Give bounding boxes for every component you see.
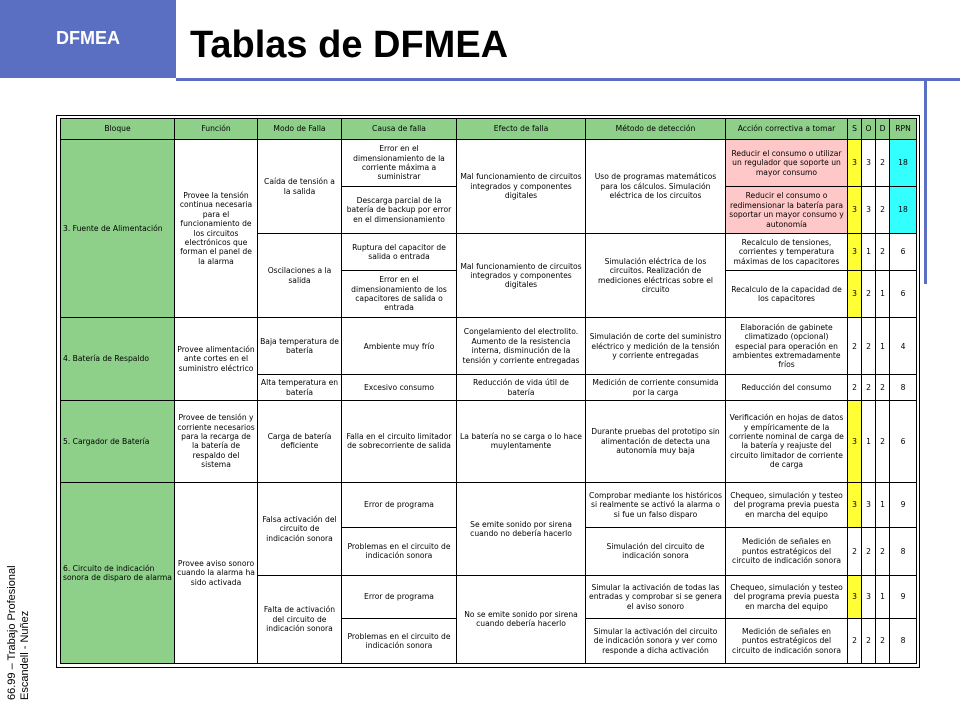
rpn-cell: 8 <box>890 375 917 401</box>
function-cell: Provee de tensión y corriente necesarios para la recarga de la batería de respaldo del sistema <box>175 400 258 482</box>
severity-cell: 2 <box>848 527 862 575</box>
header-cell: Bloque <box>61 119 175 140</box>
block-cell: 3. Fuente de Alimentación <box>61 140 175 318</box>
cause-cell: Descarga parcial de la batería de backup por error en el dimensionamiento <box>342 187 457 234</box>
action-cell: Reducir el consumo o redimensionar la batería para soportar un mayor consumo y autonomía <box>726 187 848 234</box>
occurrence-cell: 2 <box>862 618 876 663</box>
rpn-cell: 18 <box>890 187 917 234</box>
dfmea-table <box>60 118 917 664</box>
detection-rating-cell: 2 <box>876 187 890 234</box>
function-cell: Provee aviso sonoro cuando la alarma ha sido activada <box>175 482 258 663</box>
effect-cell: Congelamiento del electrolito. Aumento de la resistencia interna, disminución de la tensión y corriente entregadas <box>457 318 586 375</box>
detection-rating-cell: 2 <box>876 527 890 575</box>
detection-cell: Uso de programas matemáticos para los cálculos. Simulación eléctrica de los circuitos <box>586 140 726 234</box>
header-cell: Acción correctiva a tomar <box>726 119 848 140</box>
footer-line-2: Escandell - Nuñez <box>19 610 31 700</box>
function-cell: Provee la tensión continua necesaria para el funcionamiento de los circuitos electrónicos que forman el panel de la alarma <box>175 140 258 318</box>
action-cell: Reducir el consumo o utilizar un regulador que soporte un mayor consumo <box>726 140 848 187</box>
detection-cell: Simular la activación del circuito de indicación sonora y ver como responde a dicha activación <box>586 618 726 663</box>
severity-cell: 3 <box>848 140 862 187</box>
cause-cell: Error de programa <box>342 575 457 618</box>
action-cell: Medición de señales en puntos estratégicos del circuito de indicación sonora <box>726 618 848 663</box>
detection-rating-cell: 1 <box>876 271 890 318</box>
rpn-cell: 8 <box>890 527 917 575</box>
action-cell: Recalculo de la capacidad de los capacitores <box>726 271 848 318</box>
occurrence-cell: 3 <box>862 482 876 527</box>
title-underline <box>176 78 960 81</box>
occurrence-cell: 1 <box>862 400 876 482</box>
severity-cell: 3 <box>848 234 862 271</box>
detection-cell: Simular la activación de todas las entradas y comprobar si se genera el aviso sonoro <box>586 575 726 618</box>
cause-cell: Error de programa <box>342 482 457 527</box>
failure-mode-cell: Oscilaciones a la salida <box>258 234 342 318</box>
severity-cell: 2 <box>848 375 862 401</box>
severity-cell: 3 <box>848 482 862 527</box>
header-cell: S <box>848 119 862 140</box>
effect-cell: Se emite sonido por sirena cuando no debería hacerlo <box>457 482 586 575</box>
occurrence-cell: 2 <box>862 318 876 375</box>
detection-rating-cell: 2 <box>876 234 890 271</box>
right-accent-line <box>924 78 927 284</box>
detection-rating-cell: 1 <box>876 482 890 527</box>
cause-cell: Problemas en el circuito de indicación sonora <box>342 527 457 575</box>
cause-cell: Falla en el circuito limitador de sobrecorriente de salida <box>342 400 457 482</box>
detection-rating-cell: 2 <box>876 375 890 401</box>
severity-cell: 3 <box>848 271 862 318</box>
action-cell: Verificación en hojas de datos y empíricamente de la corriente nominal de carga de la batería y reajuste del circuito limitador de corriente de carga <box>726 400 848 482</box>
cause-cell: Ambiente muy frío <box>342 318 457 375</box>
action-cell: Reducción del consumo <box>726 375 848 401</box>
rpn-cell: 6 <box>890 234 917 271</box>
detection-cell: Comprobar mediante los históricos si realmente se activó la alarma o si fue un falso disparo <box>586 482 726 527</box>
failure-mode-cell: Carga de batería deficiente <box>258 400 342 482</box>
table-row <box>61 318 917 375</box>
section-tab <box>0 0 176 78</box>
occurrence-cell: 3 <box>862 187 876 234</box>
header-cell: D <box>876 119 890 140</box>
effect-cell: Reducción de vida útil de batería <box>457 375 586 401</box>
detection-cell: Simulación eléctrica de los circuitos. Realización de mediciones eléctricas sobre el circuito <box>586 234 726 318</box>
effect-cell: No se emite sonido por sirena cuando debería hacerlo <box>457 575 586 663</box>
table-row <box>61 400 917 482</box>
detection-rating-cell: 1 <box>876 318 890 375</box>
failure-mode-cell: Alta temperatura en batería <box>258 375 342 401</box>
rpn-cell: 9 <box>890 482 917 527</box>
effect-cell: Mal funcionamiento de circuitos integrados y componentes digitales <box>457 234 586 318</box>
occurrence-cell: 3 <box>862 575 876 618</box>
severity-cell: 3 <box>848 187 862 234</box>
table-row <box>61 482 917 527</box>
header-cell: O <box>862 119 876 140</box>
header-cell: Modo de Falla <box>258 119 342 140</box>
severity-cell: 2 <box>848 318 862 375</box>
rpn-cell: 6 <box>890 271 917 318</box>
block-cell: 5. Cargador de Batería <box>61 400 175 482</box>
header-cell: Método de detección <box>586 119 726 140</box>
effect-cell: La batería no se carga o lo hace muylentamente <box>457 400 586 482</box>
severity-cell: 3 <box>848 400 862 482</box>
cause-cell: Problemas en el circuito de indicación sonora <box>342 618 457 663</box>
occurrence-cell: 3 <box>862 140 876 187</box>
detection-rating-cell: 2 <box>876 618 890 663</box>
header-cell: Efecto de falla <box>457 119 586 140</box>
footer-vertical-text <box>6 565 32 700</box>
cause-cell: Ruptura del capacitor de salida o entrada <box>342 234 457 271</box>
rpn-cell: 18 <box>890 140 917 187</box>
cause-cell: Excesivo consumo <box>342 375 457 401</box>
rpn-cell: 6 <box>890 400 917 482</box>
occurrence-cell: 1 <box>862 234 876 271</box>
action-cell: Chequeo, simulación y testeo del programa previa puesta en marcha del equipo <box>726 482 848 527</box>
header-cell: Función <box>175 119 258 140</box>
block-cell: 4. Batería de Respaldo <box>61 318 175 401</box>
rpn-cell: 8 <box>890 618 917 663</box>
footer-line-1: 66.99 – Trabajo Profesional <box>6 565 18 700</box>
effect-cell: Mal funcionamiento de circuitos integrados y componentes digitales <box>457 140 586 234</box>
cause-cell: Error en el dimensionamiento de los capacitores de salida o entrada <box>342 271 457 318</box>
failure-mode-cell: Falsa activación del circuito de indicación sonora <box>258 482 342 575</box>
rpn-cell: 9 <box>890 575 917 618</box>
detection-rating-cell: 2 <box>876 400 890 482</box>
header-row <box>61 119 917 140</box>
failure-mode-cell: Baja temperatura de batería <box>258 318 342 375</box>
detection-cell: Simulación de corte del suministro eléctrico y medición de la tensión y corriente entregadas <box>586 318 726 375</box>
page-title: Tablas de DFMEA <box>190 24 509 66</box>
detection-cell: Simulación del circuito de indicación sonora <box>586 527 726 575</box>
block-cell: 6. Circuito de indicación sonora de disparo de alarma <box>61 482 175 663</box>
table-row <box>61 140 917 187</box>
failure-mode-cell: Falta de activación del circuito de indicación sonora <box>258 575 342 663</box>
occurrence-cell: 2 <box>862 527 876 575</box>
function-cell: Provee alimentación ante cortes en el suministro eléctrico <box>175 318 258 401</box>
severity-cell: 2 <box>848 618 862 663</box>
header-cell: RPN <box>890 119 917 140</box>
action-cell: Recalculo de tensiones, corrientes y temperatura máximas de los capacitores <box>726 234 848 271</box>
failure-mode-cell: Caída de tensión a la salida <box>258 140 342 234</box>
occurrence-cell: 2 <box>862 375 876 401</box>
occurrence-cell: 2 <box>862 271 876 318</box>
action-cell: Elaboración de gabinete climatizado (opcional) especial para operación en ambientes extremadamente fríos <box>726 318 848 375</box>
cause-cell: Error en el dimensionamiento de la corriente máxima a suministrar <box>342 140 457 187</box>
detection-rating-cell: 2 <box>876 140 890 187</box>
action-cell: Chequeo, simulación y testeo del programa previa puesta en marcha del equipo <box>726 575 848 618</box>
header-cell: Causa de falla <box>342 119 457 140</box>
detection-cell: Durante pruebas del prototipo sin alimentación de detecta una autonomía muy baja <box>586 400 726 482</box>
detection-rating-cell: 1 <box>876 575 890 618</box>
section-tab-label: DFMEA <box>56 28 120 48</box>
severity-cell: 3 <box>848 575 862 618</box>
detection-cell: Medición de corriente consumida por la carga <box>586 375 726 401</box>
action-cell: Medición de señales en puntos estratégicos del circuito de indicación sonora <box>726 527 848 575</box>
rpn-cell: 4 <box>890 318 917 375</box>
